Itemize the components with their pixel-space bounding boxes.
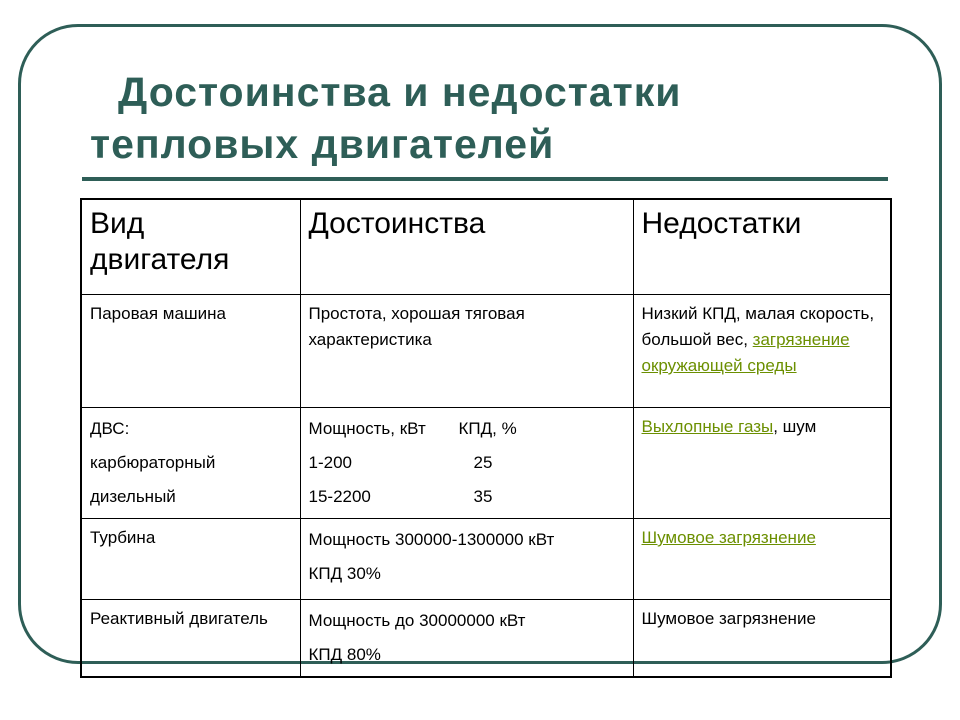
- engine-type-line: дизельный: [90, 487, 176, 506]
- cell-disadvantages: [633, 519, 891, 600]
- adv-header-line: [309, 414, 625, 444]
- power-value: 1-200: [308, 453, 352, 472]
- power-label: Мощность, кВт: [308, 419, 426, 438]
- cell-advantages: [300, 408, 633, 519]
- table-row: [81, 600, 891, 678]
- title-line-2: тепловых двигателей: [90, 121, 555, 167]
- engine-type-line: ДВС:: [90, 419, 130, 438]
- table-header-row: [81, 199, 891, 295]
- adv-values-line: [309, 482, 625, 512]
- slide-title: [90, 66, 870, 170]
- exhaust-link[interactable]: Выхлопные газы: [641, 417, 774, 436]
- title-underline: [82, 177, 888, 181]
- cell-engine-type: Турбина: [81, 519, 300, 600]
- efficiency-value: 25: [473, 453, 493, 472]
- adv-line: КПД 30%: [308, 564, 381, 583]
- cell-advantages: [300, 600, 633, 678]
- engines-table: [80, 198, 892, 678]
- adv-line: КПД 80%: [308, 645, 381, 664]
- noise-pollution-link[interactable]: Шумовое загрязнение: [641, 528, 816, 547]
- cell-disadvantages: [633, 295, 891, 408]
- efficiency-label: КПД, %: [458, 419, 517, 438]
- adv-line: Мощность 300000-1300000 кВт: [308, 530, 555, 549]
- disadvantages-text: Низкий КПД, малая скорость, большой вес,: [641, 304, 875, 349]
- disadvantages-text: , шум: [773, 417, 817, 436]
- cell-advantages: [300, 519, 633, 600]
- power-value: 15-2200: [308, 487, 371, 506]
- adv-values-line: [309, 448, 625, 478]
- engine-type-line: карбюраторный: [90, 453, 216, 472]
- adv-line: Мощность до 30000000 кВт: [308, 611, 526, 630]
- header-advantages: Достоинства: [300, 199, 633, 295]
- cell-disadvantages: [633, 408, 891, 519]
- title-line-1: Достоинства и недостатки: [118, 69, 682, 115]
- cell-advantages: Простота, хорошая тяговая характеристика: [300, 295, 633, 408]
- cell-disadvantages: Шумовое загрязнение: [633, 600, 891, 678]
- table-row: [81, 408, 891, 519]
- cell-engine-type: Паровая машина: [81, 295, 300, 408]
- cell-engine-type: [81, 408, 300, 519]
- header-disadvantages: Недостатки: [633, 199, 891, 295]
- pollution-link[interactable]: загрязнение окружающей среды: [641, 330, 850, 375]
- header-engine-type: Вид двигателя: [81, 199, 300, 295]
- table-row: [81, 295, 891, 408]
- cell-engine-type: Реактивный двигатель: [81, 600, 300, 678]
- table-row: [81, 519, 891, 600]
- efficiency-value: 35: [473, 487, 493, 506]
